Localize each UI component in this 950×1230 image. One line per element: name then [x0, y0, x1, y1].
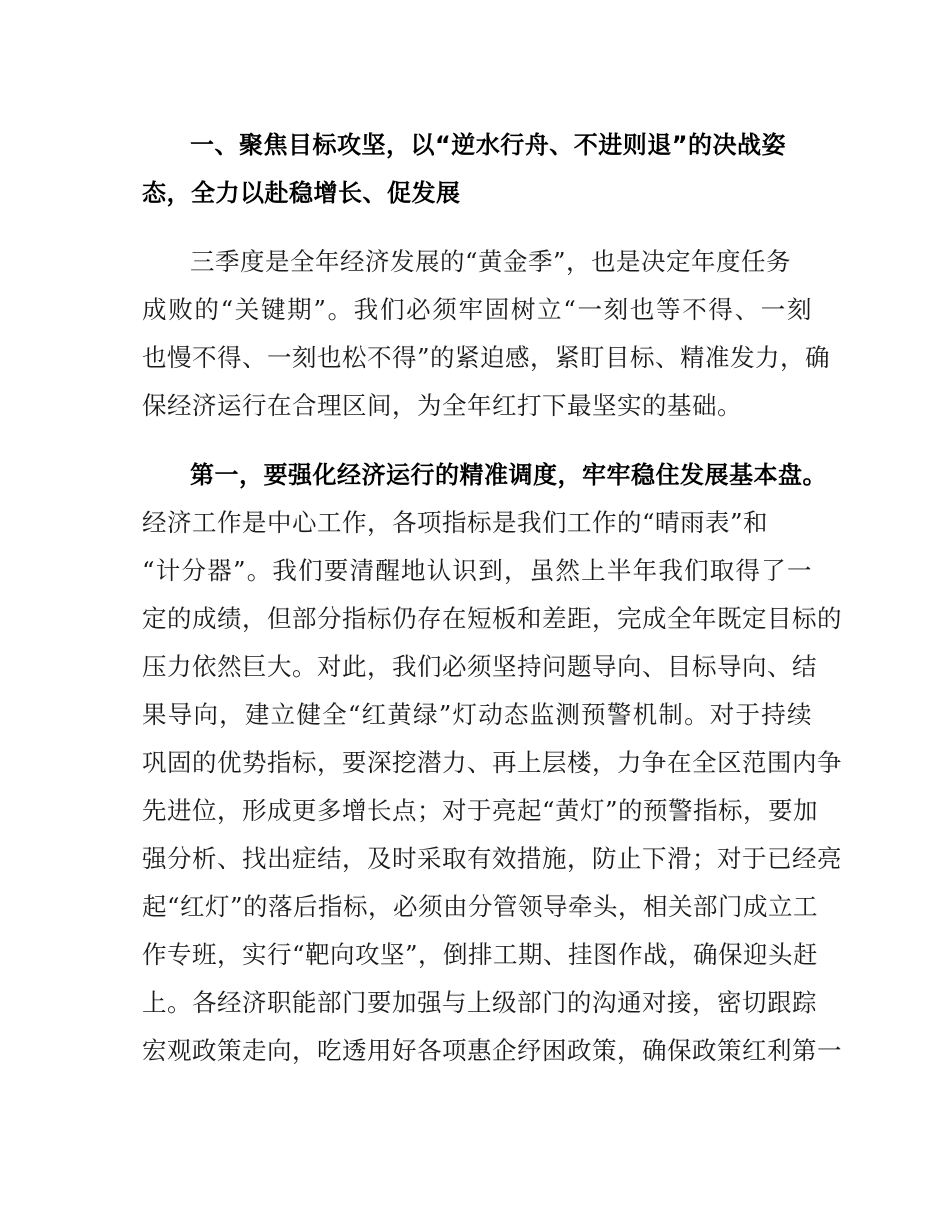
section-heading-line-2: 态，全力以赴稳增长、促发展 [142, 179, 461, 207]
paragraph-2-line-4: 压力依然巨大。对此，我们必须坚持问题导向、目标导向、结 [142, 652, 817, 681]
paragraph-1-line-2: 成败的“关键期”。我们必须牢固树立“一刻也等不得、一刻 [142, 295, 812, 324]
paragraph-2-line-11: 上。各经济职能部门要加强与上级部门的沟通对接，密切跟踪 [142, 988, 817, 1017]
paragraph-2-lead: 第一，要强化经济运行的精准调度，牢牢稳住发展基本盘。 [190, 461, 827, 489]
section-heading-line-1: 一、聚焦目标攻坚，以“逆水行舟、不进则退”的决战姿 [190, 131, 787, 159]
paragraph-1-line-1: 三季度是全年经济发展的“黄金季”，也是决定年度任务 [190, 247, 792, 276]
paragraph-2-line-2: “计分器”。我们要清醒地认识到，虽然上半年我们取得了一 [142, 556, 812, 585]
paragraph-2-line-5: 果导向，建立健全“红黄绿”灯动态监测预警机制。对于持续 [142, 700, 812, 729]
paragraph-2-line-9: 起“红灯”的落后指标，必须由分管领导牵头，相关部门成立工 [142, 892, 819, 921]
paragraph-1-line-4: 保经济运行在合理区间，为全年红打下最坚实的基础。 [142, 391, 742, 420]
paragraph-2-line-12: 宏观政策走向，吃透用好各项惠企纾困政策，确保政策红利第一 [142, 1036, 842, 1065]
paragraph-2-line-8: 强分析、找出症结，及时采取有效措施，防止下滑；对于已经亮 [142, 844, 842, 873]
paragraph-2-line-6: 巩固的优势指标，要深挖潜力、再上层楼，力争在全区范围内争 [142, 748, 842, 777]
paragraph-2-line-10: 作专班，实行“靶向攻坚”，倒排工期、挂图作战，确保迎头赶 [142, 940, 819, 969]
paragraph-1-line-3: 也慢不得、一刻也松不得”的紧迫感，紧盯目标、精准发力，确 [142, 343, 831, 372]
paragraph-2-line-3: 定的成绩，但部分指标仍存在短板和差距，完成全年既定目标的 [142, 604, 842, 633]
paragraph-2-line-1: 经济工作是中心工作，各项指标是我们工作的“晴雨表”和 [142, 508, 769, 537]
paragraph-2-line-7: 先进位，形成更多增长点；对于亮起“黄灯”的预警指标，要加 [142, 796, 819, 825]
